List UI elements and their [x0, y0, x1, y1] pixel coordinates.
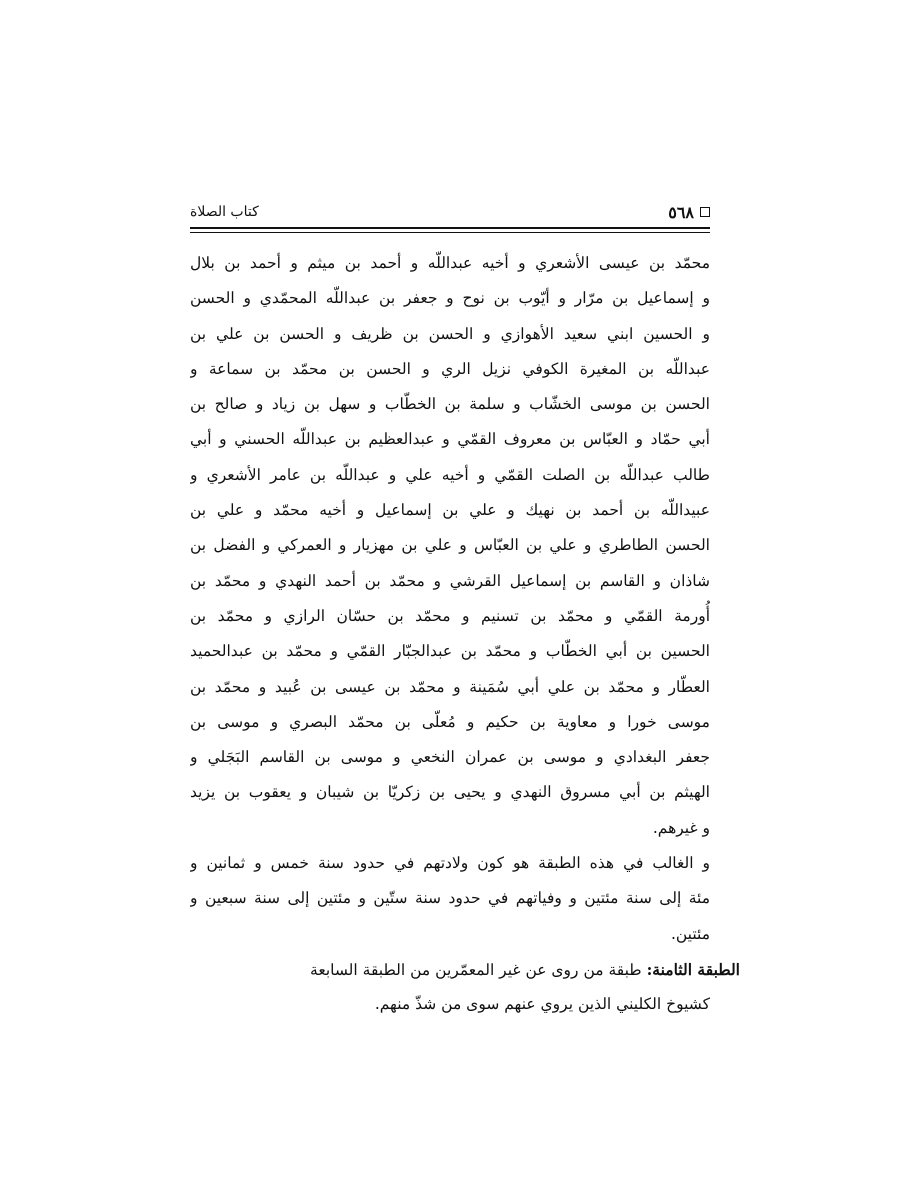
paragraph-2: [190, 846, 710, 952]
text-line: الهيثم بن أبي مسروق النهدي و يحيى بن زكريّا بن شيبان و يعقوب بن يزيد: [190, 783, 710, 802]
header-rule-thin: [190, 232, 710, 233]
section-heading-text: طبقة من روى عن غير المعمّرين من الطبقة السابعة: [310, 960, 647, 979]
section-continuation-line: كشيوخ الكليني الذين يروي عنهم سوى من شذّ منهم.: [374, 995, 710, 1014]
text-line: أبي حمّاد و العبّاس بن معروف القمّي و عبدالعظيم بن عبداللّه الحسني و أبي: [190, 430, 710, 449]
section-heading-line: [190, 952, 740, 987]
document-page: [190, 0, 740, 1200]
text-line: الحسين بن أبي الخطّاب و محمّد بن عبدالجبّار القمّي و محمّد بن عبدالحميد: [190, 642, 710, 661]
page-header: [190, 198, 710, 226]
page-number: ٥٦٨: [668, 202, 694, 222]
page-number-group: [668, 203, 710, 222]
text-line: عبيداللّه بن أحمد بن نهيك و علي بن إسماعيل و أخيه محمّد و علي بن: [190, 501, 710, 520]
section-eighth-tier: [190, 952, 740, 1023]
body-text: [190, 246, 740, 1023]
text-line: مئة إلى سنة مئتين و وفياتهم في حدود سنة ستّين و مئتين إلى سنة سبعين و: [190, 889, 710, 908]
text-line: طالب عبداللّه بن الصلت القمّي و أخيه علي و عبداللّه بن عامر الأشعري و: [190, 465, 710, 484]
paragraph-1: [190, 246, 710, 846]
running-title: كتاب الصلاة: [190, 204, 259, 220]
text-line: عبداللّه بن المغيرة الكوفي نزيل الري و الحسن بن محمّد بن سماعة و: [190, 359, 710, 378]
text-line: و الغالب في هذه الطبقة هو كون ولادتهم في حدود سنة خمس و ثمانين و: [190, 854, 710, 873]
text-line: موسى خورا و معاوية بن حكيم و مُعلّى بن محمّد البصري و موسى بن: [190, 712, 710, 731]
text-line: أُورمة القمّي و محمّد بن تسنيم و محمّد بن حسّان الرازي و محمّد بن: [190, 606, 710, 625]
text-line: الحسن بن موسى الخشّاب و سلمة بن الخطّاب و سهل بن زياد و صالح بن: [190, 395, 710, 414]
text-line: و غيرهم.: [652, 818, 710, 837]
text-line: الحسن الطاطري و علي بن العبّاس و علي بن مهزيار و العمركي و الفضل بن: [190, 536, 710, 555]
text-line: محمّد بن عيسى الأشعري و أخيه عبداللّه و أحمد بن ميثم و أحمد بن بلال: [190, 254, 710, 272]
text-line: جعفر البغدادي و موسى بن عمران النخعي و موسى بن القاسم البَجَلي و: [190, 748, 710, 767]
section-heading-label: الطبقة الثامنة:: [646, 959, 740, 979]
text-line: مئتين.: [670, 924, 710, 943]
square-bullet-icon: [700, 207, 710, 217]
header-rule-thick: [190, 227, 710, 229]
text-line: و إسماعيل بن مرّار و أيّوب بن نوح و جعفر بن عبداللّه المحمّدي و الحسن: [190, 289, 710, 308]
text-line: العطّار و محمّد بن علي أبي سُمَينة و محمّد بن عيسى بن عُبيد و محمّد بن: [190, 677, 710, 696]
text-line: شاذان و القاسم بن إسماعيل القرشي و محمّد بن أحمد النهدي و محمّد بن: [190, 571, 710, 590]
text-line: و الحسين ابني سعيد الأهوازي و الحسن بن ظريف و الحسن بن علي بن: [190, 324, 710, 343]
